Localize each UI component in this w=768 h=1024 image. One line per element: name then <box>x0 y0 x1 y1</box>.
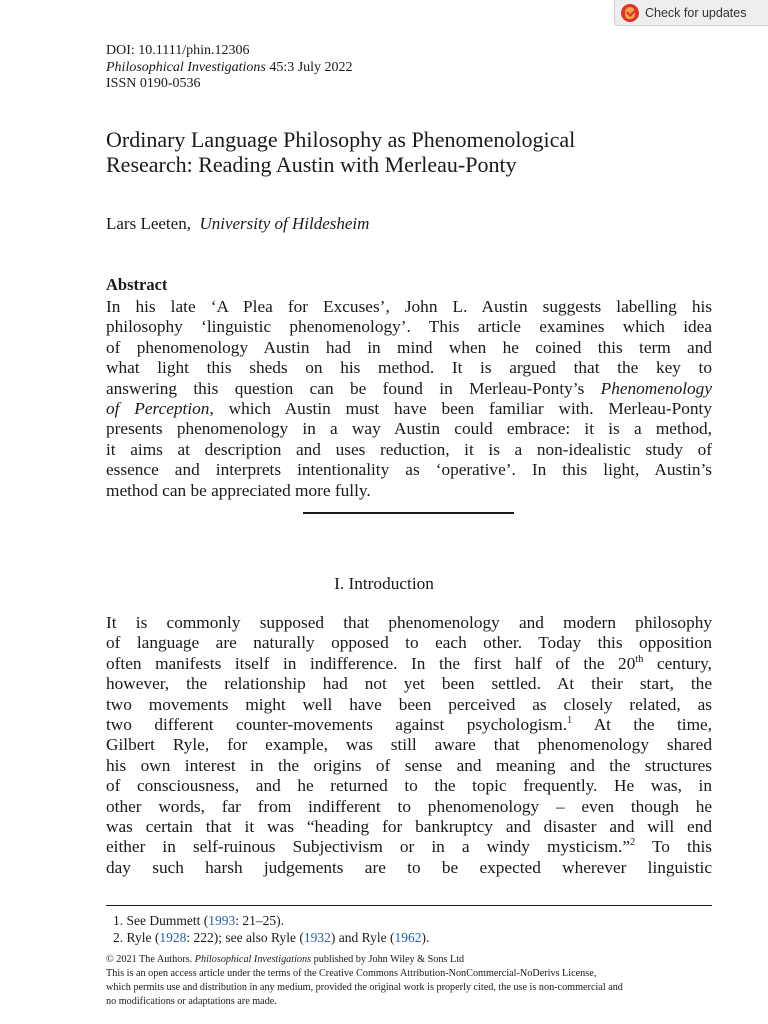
title-line: Research: Reading Austin with Merleau-Ponty <box>106 152 517 177</box>
intro-line: two movements might well have been perceived as closely related, as <box>106 694 712 714</box>
article-meta <box>106 43 353 93</box>
intro-text: often manifests itself in indifference. In the first half of the 20 <box>106 653 636 673</box>
intro-line <box>106 837 712 857</box>
footnote-text: : 21–25). <box>235 913 284 928</box>
intro-line: was certain that it was “heading for bankruptcy and disaster and will end <box>106 816 712 836</box>
abstract-line: In his late ‘A Plea for Excuses’, John L. Austin suggests labelling his <box>106 297 712 316</box>
journal-issue: 45:3 July 2022 <box>265 59 353 75</box>
intro-line <box>106 715 712 735</box>
intro-text: either in self-ruinous Subjectivism or in a windy mysticism.” <box>106 837 630 857</box>
copyright-text: © 2021 The Authors. <box>106 954 195 965</box>
intro-line: his own interest in the origins of sense and meaning and the structures <box>106 755 712 775</box>
license-line: This is an open access article under the terms of the Creative Commons Attribution-NonCommercial-NoDerivs License, <box>106 968 597 979</box>
abstract-text: , which Austin must have been familiar with. Merleau-Ponty <box>209 398 712 418</box>
issn-line: ISSN 0190-0536 <box>106 76 201 91</box>
footnote-text: : 222); see also Ryle ( <box>186 930 304 945</box>
license-notice <box>106 953 714 1009</box>
footnote-ref[interactable]: 2 <box>630 837 636 849</box>
abstract-line: philosophy ‘linguistic phenomenology’. This article examines which idea <box>106 317 712 337</box>
section-heading: I. Introduction <box>334 574 434 593</box>
intro-line: Gilbert Ryle, for example, was still aware that phenomenology shared <box>106 735 712 755</box>
introduction-body <box>106 613 712 878</box>
ordinal-superscript: th <box>635 654 644 666</box>
journal-line <box>106 60 353 77</box>
abstract-line <box>106 379 712 399</box>
article-title <box>106 127 706 177</box>
intro-line: however, the relationship had not yet been settled. At their start, the <box>106 674 712 694</box>
intro-line: day such harsh judgements are to be expected wherever linguistic <box>106 857 712 877</box>
author-affiliation: University of Hildesheim <box>199 214 370 233</box>
abstract-body <box>106 297 712 501</box>
abstract-book-title: of Perception <box>106 398 210 418</box>
abstract-line: presents phenomenology in a way Austin could embrace: it is a method, <box>106 419 712 439</box>
footnote-1 <box>113 913 284 929</box>
footnote-text: ) and Ryle ( <box>330 930 395 945</box>
copyright-line <box>106 953 714 967</box>
intro-line: other words, far from indifferent to phenomenology – even though he <box>106 796 712 816</box>
footnote-ref[interactable]: 1 <box>567 715 573 727</box>
title-line: Ordinary Language Philosophy as Phenomenological <box>106 127 576 152</box>
abstract-line: of phenomenology Austin had in mind when he coined this term and <box>106 337 712 357</box>
intro-line: of consciousness, and he returned to the topic frequently. He was, in <box>106 776 712 796</box>
check-for-updates-label: Check for updates <box>645 5 747 20</box>
footnote-2 <box>113 930 429 946</box>
abstract-text: answering this question can be found in Merleau-Ponty’s <box>106 378 601 398</box>
intro-text: To this <box>635 837 712 857</box>
footnote-text: ). <box>421 930 430 945</box>
abstract-line: it aims at description and uses reduction, it is a non-idealistic study of <box>106 439 712 459</box>
citation-link[interactable]: 1962 <box>394 930 422 945</box>
check-for-updates-icon <box>621 4 639 22</box>
abstract-line: what light this sheds on his method. It is argued that the key to <box>106 358 712 378</box>
citation-link[interactable]: 1993 <box>208 913 236 928</box>
license-line: no modifications or adaptations are made. <box>106 996 277 1007</box>
author-line <box>106 214 369 234</box>
footnote-text: 1. See Dummett ( <box>113 913 209 928</box>
footnote-divider <box>106 905 712 906</box>
intro-text: two different counter-movements against psychologism. <box>106 714 568 734</box>
abstract-line <box>106 399 712 419</box>
license-line: which permits use and distribution in any medium, provided the original work is properly cited, the use is non-commercial and <box>106 982 623 993</box>
intro-line <box>106 654 712 674</box>
copyright-text: published by John Wiley & Sons Ltd <box>311 954 465 965</box>
abstract-book-title: Phenomenology <box>600 378 712 398</box>
abstract-heading: Abstract <box>106 275 168 294</box>
citation-link[interactable]: 1932 <box>303 930 331 945</box>
journal-name: Philosophical Investigations <box>106 59 266 75</box>
footnote-text: 2. Ryle ( <box>113 930 160 945</box>
check-for-updates-badge[interactable] <box>614 0 768 26</box>
citation-link[interactable]: 1928 <box>159 930 187 945</box>
abstract-line: essence and interprets intentionality as ‘operative’. In this light, Austin’s <box>106 460 712 480</box>
intro-line: of language are naturally opposed to each other. Today this opposition <box>106 633 712 653</box>
intro-text: century, <box>643 653 712 673</box>
section-divider <box>303 512 514 514</box>
intro-text: At the time, <box>572 714 713 734</box>
doi-line: DOI: 10.1111/phin.12306 <box>106 43 250 58</box>
intro-line: It is commonly supposed that phenomenology and modern philosophy <box>106 613 712 632</box>
abstract-line: method can be appreciated more fully. <box>106 480 371 500</box>
author-name: Lars Leeten, <box>106 214 191 233</box>
copyright-journal: Philosophical Investigations <box>194 954 312 965</box>
